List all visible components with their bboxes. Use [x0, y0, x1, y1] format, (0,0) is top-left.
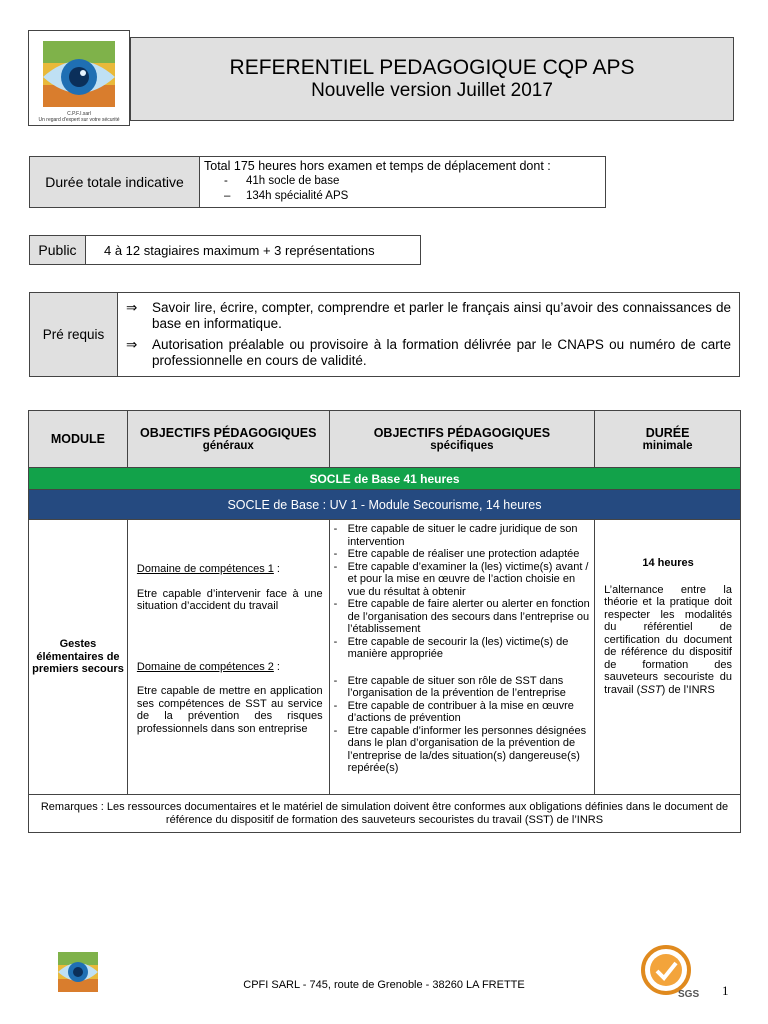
arrow-right-icon: ⇒ — [126, 300, 138, 315]
domain-1-text: Etre capable d’intervenir face à une situation d’accident du travail — [136, 587, 323, 612]
objectifs-specifiques — [329, 520, 595, 795]
page-number: 1 — [722, 983, 729, 998]
modules-table — [28, 410, 741, 833]
sgs-label: SGS — [678, 989, 700, 1000]
prerequis-item: ⇒ Savoir lire, écrire, compter, comprendre et parler le français ainsi qu’avoir des connaissances de base en informatique. — [126, 300, 731, 331]
duree-breakdown — [204, 174, 601, 204]
module-name: Gestes élémentaires de premiers secours — [29, 520, 128, 795]
document-title-box — [130, 37, 734, 121]
domain-1-title: Domaine de compétences 1 — [136, 563, 274, 575]
list-item: - 41h socle de base — [224, 175, 340, 187]
list-item: - Etre capable d’examiner la (les) victime(s) avant / et pour la mise en œuvre de l’action choisie en vue du résultat à obtenir — [333, 560, 589, 598]
remarks-row — [29, 795, 741, 833]
duree-total: Total 175 heures hors examen et temps de déplacement dont : — [204, 159, 551, 173]
duree-minimale — [595, 520, 741, 795]
list-item: - Etre capable de secourir la (les) victime(s) de manière appropriée — [333, 635, 569, 660]
list-item: - Etre capable de situer son rôle de SST dans l’organisation de la prévention de l’entreprise — [333, 674, 566, 699]
page-title: REFERENTIEL PEDAGOGIQUE CQP APS — [229, 56, 635, 79]
list-item: - Etre capable d’informer les personnes désignées dans le plan d’organisation de la prévention de l’entreprise de la/des situation(s) dangereuse(s) repérée(s) — [333, 724, 587, 774]
sgs-certification-icon — [640, 944, 702, 1000]
list-item: - Etre capable de situer le cadre juridique de son intervention — [333, 523, 578, 548]
header-obj-specifiques: OBJECTIFS PÉDAGOGIQUES spécifiques — [329, 411, 595, 468]
prerequis-label: Pré requis — [30, 293, 118, 377]
list-item: - Etre capable de contribuer à la mise en œuvre d’actions de prévention — [333, 699, 574, 724]
domain-2-text: Etre capable de mettre en application ses compétences de SST au service de la prévention des risques professionnels dans son entreprise — [136, 685, 323, 735]
table-header-row — [29, 411, 741, 468]
public-value: 4 à 12 stagiaires maximum + 3 représentations — [86, 236, 421, 265]
header-duree: DURÉE minimale — [595, 411, 741, 468]
duree-table — [29, 156, 606, 208]
public-label: Public — [30, 236, 86, 265]
company-logo — [28, 30, 130, 126]
objectifs-generaux: Domaine de compétences 1 : Etre capable d’intervenir face à une situation d’accident du travail Domaine de compétences 2 : Etre capable de mettre en application ses compétences de SST au service de la prévention des risques professionnels dans son entreprise — [127, 520, 329, 795]
list-item: – 134h spécialité APS — [224, 190, 349, 202]
public-table — [29, 235, 421, 265]
prerequis-table — [29, 292, 740, 377]
arrow-right-icon: ⇒ — [126, 337, 138, 352]
socle-row: SOCLE de Base 41 heures — [29, 468, 741, 490]
specific-group-1 — [334, 523, 593, 661]
prerequis-item: ⇒ Autorisation préalable ou provisoire à la formation délivrée par le CNAPS ou numéro de carte professionnelle en cours de validité. — [126, 337, 731, 368]
footer-address: CPFI SARL - 745, route de Grenoble - 38260 LA FRETTE — [243, 979, 525, 991]
logo-caption-tagline: Un regard d'expert sur votre sécurité — [38, 117, 120, 123]
duration-text: L’alternance entre la théorie et la pratique doit respecter les modalités du référentiel de certification du document de référence du dispositif de formation des sauveteurs secouriste du travail (SST) de l’INRS — [604, 583, 732, 696]
uv-row: SOCLE de Base : UV 1 - Module Secourisme, 14 heures — [29, 490, 741, 520]
logo-caption-name: C.P.F.I.sarl — [67, 111, 91, 117]
header-module: MODULE — [29, 411, 128, 468]
list-item: - Etre capable de réaliser une protection adaptée — [333, 548, 580, 560]
list-item: - Etre capable de faire alerter ou alerter en fonction de l’organisation des secours dans l’entreprise ou l’établissement — [333, 598, 590, 635]
header-obj-generaux: OBJECTIFS PÉDAGOGIQUES généraux — [127, 411, 329, 468]
specific-group-2 — [334, 675, 593, 775]
duree-label: Durée totale indicative — [30, 157, 200, 208]
domain-2-title: Domaine de compétences 2 — [136, 660, 274, 673]
page-subtitle: Nouvelle version Juillet 2017 — [311, 80, 553, 101]
remarks-text: Remarques : Les ressources documentaires et le matériel de simulation doivent être conformes aux obligations définies dans le document de référence du dispositif de formation des sauveteurs secouristes du travail (SST) de l’INRS — [29, 795, 741, 833]
table-row — [29, 520, 741, 795]
duration-hours: 14 heures — [642, 557, 694, 569]
eye-logo-icon — [39, 37, 119, 111]
